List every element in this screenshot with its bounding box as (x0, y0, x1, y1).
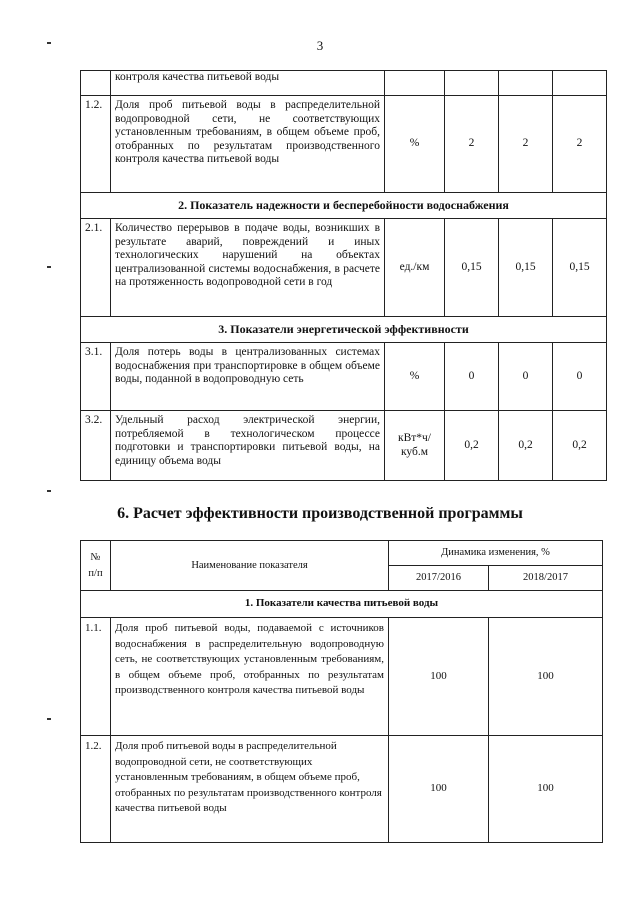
efficiency-table (80, 540, 603, 843)
table-row (81, 411, 607, 481)
row-number: 3.1. (81, 343, 111, 411)
value-cell: 0 (553, 343, 607, 411)
value-cell: 0,2 (553, 411, 607, 481)
section-heading: 1. Показатели качества питьевой воды (81, 591, 603, 618)
value-cell: 100 (389, 618, 489, 736)
margin-mark (47, 718, 51, 720)
row-number: 1.1. (81, 618, 111, 736)
margin-mark (47, 266, 51, 268)
value-cell: 0 (499, 343, 553, 411)
table-row (81, 618, 603, 736)
value-cell: 100 (389, 736, 489, 843)
page-number: 3 (316, 38, 324, 53)
header-row (81, 541, 603, 566)
table-row (81, 736, 603, 843)
margin-mark (47, 42, 51, 44)
value-cell: 0,15 (553, 219, 607, 317)
section-row (81, 193, 607, 219)
header-indicator-name: Наименование показателя (111, 541, 389, 591)
unit-cell: ед./км (385, 219, 445, 317)
value-cell: 2 (445, 96, 499, 193)
table-row (81, 71, 607, 96)
section-heading: 2. Показатель надежности и бесперебойности водоснабжения (81, 193, 607, 219)
indicator-description: Доля проб питьевой воды в распределительной водопроводной сети, не соответствующих установленным требованиям, в общем объеме проб, отобранных по результатам производственного контроля качества питьевой воды (111, 736, 389, 843)
value-cell: 100 (489, 736, 603, 843)
value-cell: 100 (489, 618, 603, 736)
value-cell: 0 (445, 343, 499, 411)
value-cell: 2 (499, 96, 553, 193)
indicator-description: Доля проб питьевой воды, подаваемой с источников водоснабжения в распределительную водопроводную сеть, не соответствующих установленным требованиям, в общем объеме проб, отобранных по результатам производственного контроля качества питьевой воды (111, 618, 389, 736)
table-row (81, 343, 607, 411)
continuation-text: контроля качества питьевой воды (111, 71, 385, 96)
value-cell: 2 (553, 96, 607, 193)
header-number: № п/п (81, 541, 111, 591)
unit-cell: % (385, 96, 445, 193)
header-period: 2017/2016 (389, 566, 489, 591)
section-title: 6. Расчет эффективности производственной программы (117, 505, 523, 522)
value-cell: 0,2 (499, 411, 553, 481)
value-cell: 0,2 (445, 411, 499, 481)
section-row (81, 317, 607, 343)
indicator-description: Количество перерывов в подаче воды, возникших в результате аварий, повреждений и иных технологических нарушений на объектах централизованной системы водоснабжения, в расчете на протяженность водопроводной сети в год (111, 219, 385, 317)
row-number: 3.2. (81, 411, 111, 481)
value-cell: 0,15 (445, 219, 499, 317)
indicators-table (80, 70, 607, 481)
row-number: 2.1. (81, 219, 111, 317)
margin-mark (47, 490, 51, 492)
section-row (81, 591, 603, 618)
row-number: 1.2. (81, 96, 111, 193)
table-row (81, 219, 607, 317)
indicator-description: Доля проб питьевой воды в распределительной водопроводной сети, не соответствующих установленным требованиям, в общем объеме проб, отобранных по результатам производственного контроля качества питьевой воды (111, 96, 385, 193)
header-period: 2018/2017 (489, 566, 603, 591)
indicator-description: Удельный расход электрической энергии, потребляемой в технологическом процессе подготовки и транспортировки питьевой воды, на единицу объема воды (111, 411, 385, 481)
table-row (81, 96, 607, 193)
section-heading: 3. Показатели энергетической эффективности (81, 317, 607, 343)
unit-cell: кВт*ч/ куб.м (385, 411, 445, 481)
indicator-description: Доля потерь воды в централизованных системах водоснабжения при транспортировке в общем объеме воды, поданной в водопроводную сеть (111, 343, 385, 411)
unit-cell: % (385, 343, 445, 411)
header-dynamics: Динамика изменения, % (389, 541, 603, 566)
row-number: 1.2. (81, 736, 111, 843)
value-cell: 0,15 (499, 219, 553, 317)
